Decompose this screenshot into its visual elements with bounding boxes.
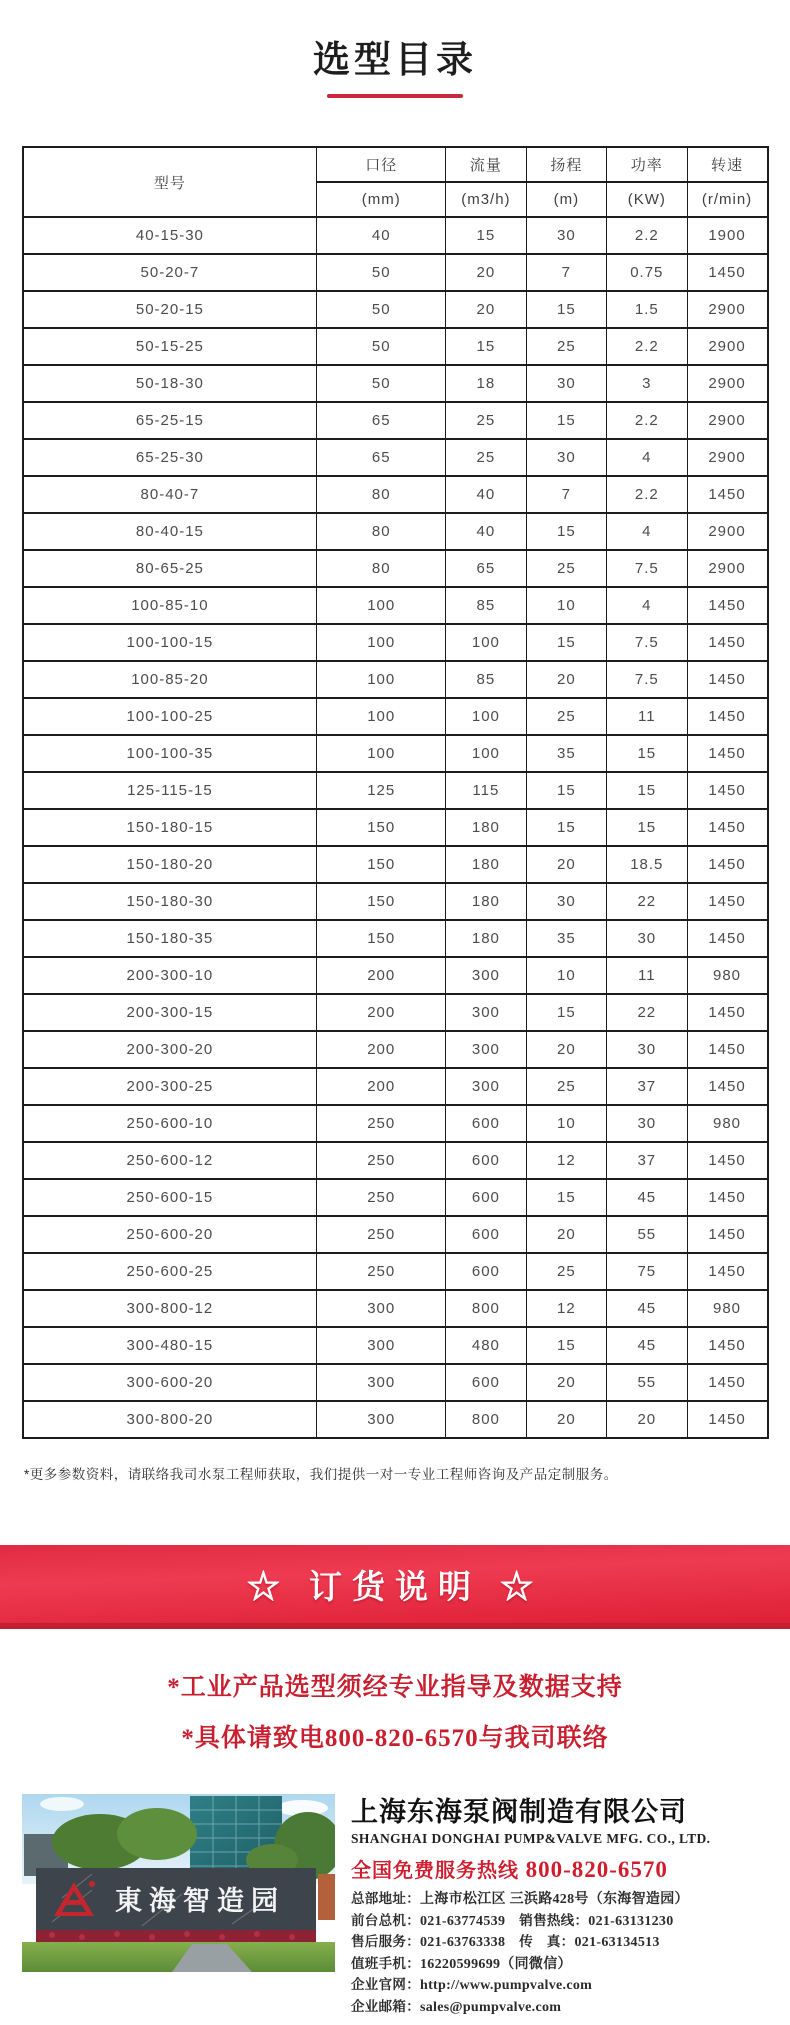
cell-power: 4 xyxy=(607,587,687,624)
cell-power: 55 xyxy=(607,1364,687,1401)
header-head: 扬程 xyxy=(526,147,606,182)
table-row xyxy=(23,1142,768,1179)
cell-diameter: 200 xyxy=(317,1031,446,1068)
cell-flow: 100 xyxy=(446,624,526,661)
cell-head: 10 xyxy=(526,587,606,624)
cell-flow: 65 xyxy=(446,550,526,587)
cell-head: 15 xyxy=(526,513,606,550)
cell-model: 250-600-15 xyxy=(23,1179,317,1216)
cell-speed: 1900 xyxy=(687,217,767,254)
cell-diameter: 100 xyxy=(317,698,446,735)
cell-speed: 1450 xyxy=(687,624,767,661)
cell-model: 150-180-30 xyxy=(23,883,317,920)
footer-section xyxy=(22,1794,768,2018)
cell-model: 200-300-10 xyxy=(23,957,317,994)
cell-head: 12 xyxy=(526,1290,606,1327)
cell-speed: 1450 xyxy=(687,1253,767,1290)
cell-head: 10 xyxy=(526,1105,606,1142)
cell-power: 37 xyxy=(607,1068,687,1105)
cell-diameter: 100 xyxy=(317,587,446,624)
cell-power: 0.75 xyxy=(607,254,687,291)
cell-flow: 100 xyxy=(446,735,526,772)
cell-head: 30 xyxy=(526,883,606,920)
cell-head: 20 xyxy=(526,846,606,883)
cell-flow: 85 xyxy=(446,661,526,698)
contact-pair xyxy=(519,1913,673,1928)
cell-model: 200-300-20 xyxy=(23,1031,317,1068)
cell-speed: 980 xyxy=(687,1105,767,1142)
cell-head: 15 xyxy=(526,772,606,809)
contact-row xyxy=(351,1997,768,2019)
cell-diameter: 250 xyxy=(317,1142,446,1179)
cell-flow: 100 xyxy=(446,698,526,735)
cell-head: 35 xyxy=(526,920,606,957)
cell-model: 200-300-15 xyxy=(23,994,317,1031)
table-row xyxy=(23,957,768,994)
cell-power: 15 xyxy=(607,809,687,846)
cell-diameter: 150 xyxy=(317,920,446,957)
cell-model: 50-20-7 xyxy=(23,254,317,291)
contact-label: 企业邮箱： xyxy=(351,1998,420,2014)
table-row xyxy=(23,1031,768,1068)
cell-diameter: 300 xyxy=(317,1364,446,1401)
cell-head: 15 xyxy=(526,994,606,1031)
header-diameter: 口径 xyxy=(317,147,446,182)
table-row xyxy=(23,1327,768,1364)
cell-power: 18.5 xyxy=(607,846,687,883)
slogan-line-1: *工业产品选型须经专业指导及数据支持 xyxy=(167,1674,623,1701)
cell-model: 125-115-15 xyxy=(23,772,317,809)
cell-model: 100-100-15 xyxy=(23,624,317,661)
contact-row xyxy=(351,1911,768,1933)
cell-speed: 2900 xyxy=(687,513,767,550)
cell-model: 40-15-30 xyxy=(23,217,317,254)
cell-head: 20 xyxy=(526,1364,606,1401)
cell-flow: 800 xyxy=(446,1290,526,1327)
cell-model: 100-85-20 xyxy=(23,661,317,698)
cell-speed: 1450 xyxy=(687,587,767,624)
cell-speed: 1450 xyxy=(687,1216,767,1253)
cell-speed: 1450 xyxy=(687,1031,767,1068)
contact-pair xyxy=(351,1913,505,1928)
cell-diameter: 300 xyxy=(317,1327,446,1364)
cell-model: 300-800-20 xyxy=(23,1401,317,1438)
cell-head: 15 xyxy=(526,624,606,661)
cell-diameter: 150 xyxy=(317,809,446,846)
cell-power: 3 xyxy=(607,365,687,402)
order-banner-title: ☆ 订货说明 ☆ xyxy=(246,1567,544,1605)
title-underline xyxy=(327,94,463,98)
cell-head: 25 xyxy=(526,1068,606,1105)
hotline-label: 全国免费服务热线 xyxy=(351,1860,519,1882)
cell-power: 11 xyxy=(607,698,687,735)
slogan-section xyxy=(0,1671,790,1756)
cell-diameter: 300 xyxy=(317,1401,446,1438)
header-speed: 转速 xyxy=(687,147,767,182)
cell-head: 25 xyxy=(526,698,606,735)
table-row xyxy=(23,661,768,698)
contact-list xyxy=(351,1889,768,2018)
cell-head: 30 xyxy=(526,439,606,476)
table-row xyxy=(23,846,768,883)
cell-speed: 2900 xyxy=(687,365,767,402)
cell-speed: 1450 xyxy=(687,809,767,846)
contact-row xyxy=(351,1975,768,1997)
cell-power: 20 xyxy=(607,1401,687,1438)
cell-speed: 1450 xyxy=(687,1401,767,1438)
cell-speed: 1450 xyxy=(687,476,767,513)
cell-diameter: 80 xyxy=(317,476,446,513)
table-row xyxy=(23,1290,768,1327)
cell-head: 25 xyxy=(526,1253,606,1290)
spec-table-body xyxy=(23,217,768,1438)
cell-power: 15 xyxy=(607,735,687,772)
contact-value: 021-63134513 xyxy=(574,1935,660,1950)
cell-speed: 1450 xyxy=(687,772,767,809)
sign-text: 東海智造园 xyxy=(115,1886,285,1916)
cell-diameter: 125 xyxy=(317,772,446,809)
cell-model: 80-65-25 xyxy=(23,550,317,587)
cell-diameter: 300 xyxy=(317,1290,446,1327)
cell-power: 30 xyxy=(607,1105,687,1142)
table-row xyxy=(23,1253,768,1290)
cell-flow: 300 xyxy=(446,957,526,994)
cell-flow: 180 xyxy=(446,809,526,846)
company-info xyxy=(351,1794,768,2018)
cell-flow: 20 xyxy=(446,291,526,328)
cell-diameter: 100 xyxy=(317,735,446,772)
cell-model: 80-40-15 xyxy=(23,513,317,550)
campus-photo-illustration xyxy=(22,1794,335,1972)
campus-photo xyxy=(22,1794,335,1972)
cell-diameter: 200 xyxy=(317,1068,446,1105)
cell-power: 37 xyxy=(607,1142,687,1179)
cell-speed: 1450 xyxy=(687,698,767,735)
table-row xyxy=(23,365,768,402)
cell-power: 4 xyxy=(607,513,687,550)
table-row xyxy=(23,513,768,550)
contact-label: 前台总机： xyxy=(351,1912,420,1928)
cell-flow: 600 xyxy=(446,1216,526,1253)
cell-head: 30 xyxy=(526,365,606,402)
cell-model: 300-480-15 xyxy=(23,1327,317,1364)
contact-pair xyxy=(351,1891,689,1906)
contact-label: 企业官网： xyxy=(351,1977,420,1992)
cell-diameter: 65 xyxy=(317,439,446,476)
cell-flow: 180 xyxy=(446,883,526,920)
cell-flow: 85 xyxy=(446,587,526,624)
cell-head: 35 xyxy=(526,735,606,772)
cell-model: 200-300-25 xyxy=(23,1068,317,1105)
cell-speed: 1450 xyxy=(687,920,767,957)
cell-speed: 1450 xyxy=(687,1179,767,1216)
cell-head: 25 xyxy=(526,550,606,587)
cell-model: 65-25-30 xyxy=(23,439,317,476)
cell-flow: 25 xyxy=(446,439,526,476)
cell-diameter: 80 xyxy=(317,513,446,550)
cell-diameter: 50 xyxy=(317,254,446,291)
cell-power: 2.2 xyxy=(607,217,687,254)
cell-model: 50-15-25 xyxy=(23,328,317,365)
cell-power: 1.5 xyxy=(607,291,687,328)
contact-value: 16220599699（同微信） xyxy=(420,1956,572,1972)
cell-head: 7 xyxy=(526,254,606,291)
table-row xyxy=(23,402,768,439)
cell-speed: 2900 xyxy=(687,550,767,587)
table-row xyxy=(23,809,768,846)
cell-diameter: 200 xyxy=(317,994,446,1031)
cell-speed: 980 xyxy=(687,957,767,994)
cell-speed: 2900 xyxy=(687,439,767,476)
cell-flow: 800 xyxy=(446,1401,526,1438)
table-row xyxy=(23,1216,768,1253)
cell-diameter: 100 xyxy=(317,661,446,698)
cell-flow: 600 xyxy=(446,1364,526,1401)
cell-speed: 1450 xyxy=(687,1364,767,1401)
cell-model: 80-40-7 xyxy=(23,476,317,513)
cell-flow: 115 xyxy=(446,772,526,809)
cell-diameter: 250 xyxy=(317,1216,446,1253)
cell-head: 30 xyxy=(526,217,606,254)
cell-power: 75 xyxy=(607,1253,687,1290)
cell-model: 150-180-35 xyxy=(23,920,317,957)
cell-power: 4 xyxy=(607,439,687,476)
cell-head: 15 xyxy=(526,291,606,328)
cell-model: 65-25-15 xyxy=(23,402,317,439)
cell-head: 15 xyxy=(526,1179,606,1216)
contact-value: sales@pumpvalve.com xyxy=(420,1999,562,2015)
cell-head: 15 xyxy=(526,402,606,439)
cell-speed: 1450 xyxy=(687,846,767,883)
cell-model: 150-180-20 xyxy=(23,846,317,883)
cell-diameter: 50 xyxy=(317,328,446,365)
contact-row xyxy=(351,1932,768,1954)
title-section xyxy=(0,0,790,98)
contact-label: 销售热线： xyxy=(519,1912,589,1928)
cell-diameter: 50 xyxy=(317,365,446,402)
cell-speed: 1450 xyxy=(687,1068,767,1105)
contact-row xyxy=(351,1889,768,1911)
cell-model: 250-600-10 xyxy=(23,1105,317,1142)
table-row xyxy=(23,994,768,1031)
page-title: 选型目录 xyxy=(313,39,477,80)
cell-speed: 1450 xyxy=(687,254,767,291)
cell-speed: 2900 xyxy=(687,402,767,439)
unit-head: (m) xyxy=(526,182,606,217)
cloud xyxy=(40,1797,84,1811)
cell-diameter: 100 xyxy=(317,624,446,661)
cell-flow: 600 xyxy=(446,1142,526,1179)
unit-flow: (m3/h) xyxy=(446,182,526,217)
contact-label: 总部地址： xyxy=(351,1891,420,1906)
cell-flow: 300 xyxy=(446,1068,526,1105)
cell-head: 10 xyxy=(526,957,606,994)
table-row xyxy=(23,1401,768,1438)
cell-flow: 480 xyxy=(446,1327,526,1364)
contact-value: 上海市松江区 三浜路428号（东海智造园） xyxy=(420,1892,689,1907)
contact-label: 值班手机： xyxy=(351,1955,420,1971)
company-name-en: SHANGHAI DONGHAI PUMP&VALVE MFG. CO., LTD. xyxy=(351,1831,711,1846)
table-row xyxy=(23,735,768,772)
unit-diameter: (mm) xyxy=(317,182,446,217)
table-row xyxy=(23,439,768,476)
cell-flow: 20 xyxy=(446,254,526,291)
table-row xyxy=(23,587,768,624)
cell-speed: 980 xyxy=(687,1290,767,1327)
cell-diameter: 250 xyxy=(317,1253,446,1290)
cell-speed: 1450 xyxy=(687,994,767,1031)
cell-flow: 300 xyxy=(446,994,526,1031)
cell-flow: 40 xyxy=(446,513,526,550)
cell-flow: 180 xyxy=(446,920,526,957)
cell-speed: 1450 xyxy=(687,735,767,772)
cell-power: 30 xyxy=(607,1031,687,1068)
cell-diameter: 40 xyxy=(317,217,446,254)
cell-flow: 600 xyxy=(446,1179,526,1216)
cell-power: 15 xyxy=(607,772,687,809)
table-row xyxy=(23,1364,768,1401)
contact-label: 售后服务： xyxy=(351,1934,420,1949)
table-row xyxy=(23,1105,768,1142)
cell-model: 300-800-12 xyxy=(23,1290,317,1327)
cell-speed: 1450 xyxy=(687,883,767,920)
cell-model: 100-100-35 xyxy=(23,735,317,772)
cell-power: 7.5 xyxy=(607,661,687,698)
cell-model: 100-100-25 xyxy=(23,698,317,735)
header-model: 型号 xyxy=(23,147,317,217)
cell-flow: 25 xyxy=(446,402,526,439)
service-hotline xyxy=(351,1854,768,1883)
cell-flow: 600 xyxy=(446,1105,526,1142)
cell-diameter: 65 xyxy=(317,402,446,439)
table-row xyxy=(23,254,768,291)
table-row xyxy=(23,920,768,957)
cell-model: 150-180-15 xyxy=(23,809,317,846)
contact-pair xyxy=(351,1956,572,1971)
cell-model: 50-20-15 xyxy=(23,291,317,328)
table-footnote: *更多参数资料，请联络我司水泵工程师获取，我们提供一对一专业工程师咨询及产品定制服务。 xyxy=(24,1467,618,1482)
cell-head: 20 xyxy=(526,1216,606,1253)
table-row xyxy=(23,291,768,328)
table-row xyxy=(23,1068,768,1105)
cell-flow: 300 xyxy=(446,1031,526,1068)
unit-speed: (r/min) xyxy=(687,182,767,217)
flower-hedge xyxy=(36,1930,316,1942)
cell-model: 50-18-30 xyxy=(23,365,317,402)
cell-power: 30 xyxy=(607,920,687,957)
contact-value: 021-63763338 xyxy=(420,1935,506,1950)
cell-head: 12 xyxy=(526,1142,606,1179)
cell-diameter: 200 xyxy=(317,957,446,994)
cell-model: 250-600-25 xyxy=(23,1253,317,1290)
table-row xyxy=(23,883,768,920)
cell-model: 250-600-20 xyxy=(23,1216,317,1253)
cell-power: 2.2 xyxy=(607,402,687,439)
cell-head: 20 xyxy=(526,661,606,698)
cell-model: 300-600-20 xyxy=(23,1364,317,1401)
cell-power: 22 xyxy=(607,994,687,1031)
cell-head: 15 xyxy=(526,809,606,846)
cell-speed: 2900 xyxy=(687,328,767,365)
slogan-line-2: *具体请致电800-820-6570与我司联络 xyxy=(181,1725,609,1752)
cell-flow: 180 xyxy=(446,846,526,883)
cell-speed: 1450 xyxy=(687,661,767,698)
cell-speed: 1450 xyxy=(687,1142,767,1179)
cell-power: 45 xyxy=(607,1179,687,1216)
cell-flow: 40 xyxy=(446,476,526,513)
table-row xyxy=(23,217,768,254)
contact-pair xyxy=(351,1977,592,1992)
cell-power: 7.5 xyxy=(607,624,687,661)
table-row xyxy=(23,1179,768,1216)
cell-head: 25 xyxy=(526,328,606,365)
header-flow: 流量 xyxy=(446,147,526,182)
table-row xyxy=(23,698,768,735)
contact-value: 021-63131230 xyxy=(588,1913,674,1929)
spec-table xyxy=(22,146,769,1439)
contact-pair xyxy=(351,1934,505,1949)
cell-head: 20 xyxy=(526,1031,606,1068)
header-power: 功率 xyxy=(607,147,687,182)
hotline-number: 800-820-6570 xyxy=(525,1857,668,1882)
cell-speed: 1450 xyxy=(687,1327,767,1364)
cell-head: 7 xyxy=(526,476,606,513)
company-name-cn: 上海东海泵阀制造有限公司 xyxy=(351,1797,687,1827)
contact-label: 传 真： xyxy=(519,1934,575,1949)
table-row xyxy=(23,328,768,365)
cell-power: 22 xyxy=(607,883,687,920)
cell-model: 100-85-10 xyxy=(23,587,317,624)
cell-head: 15 xyxy=(526,1327,606,1364)
contact-row xyxy=(351,1954,768,1976)
orange-wall xyxy=(318,1874,335,1920)
cell-diameter: 50 xyxy=(317,291,446,328)
cell-diameter: 150 xyxy=(317,883,446,920)
cell-flow: 600 xyxy=(446,1253,526,1290)
cell-flow: 15 xyxy=(446,328,526,365)
contact-value: http://www.pumpvalve.com xyxy=(420,1978,593,1993)
cell-power: 7.5 xyxy=(607,550,687,587)
cell-power: 45 xyxy=(607,1327,687,1364)
contact-pair xyxy=(519,1934,659,1949)
table-row xyxy=(23,772,768,809)
cell-diameter: 150 xyxy=(317,846,446,883)
spec-table-header xyxy=(23,147,768,217)
cell-power: 55 xyxy=(607,1216,687,1253)
order-banner xyxy=(0,1545,790,1629)
contact-pair xyxy=(351,1999,561,2014)
cell-flow: 18 xyxy=(446,365,526,402)
table-row xyxy=(23,624,768,661)
cell-diameter: 250 xyxy=(317,1179,446,1216)
cell-diameter: 250 xyxy=(317,1105,446,1142)
cell-speed: 2900 xyxy=(687,291,767,328)
cell-diameter: 80 xyxy=(317,550,446,587)
cell-power: 45 xyxy=(607,1290,687,1327)
table-row xyxy=(23,550,768,587)
cell-head: 20 xyxy=(526,1401,606,1438)
unit-power: (KW) xyxy=(607,182,687,217)
cell-power: 2.2 xyxy=(607,476,687,513)
contact-value: 021-63774539 xyxy=(420,1913,506,1929)
cell-model: 250-600-12 xyxy=(23,1142,317,1179)
cell-flow: 15 xyxy=(446,217,526,254)
cell-power: 2.2 xyxy=(607,328,687,365)
table-row xyxy=(23,476,768,513)
cell-power: 11 xyxy=(607,957,687,994)
